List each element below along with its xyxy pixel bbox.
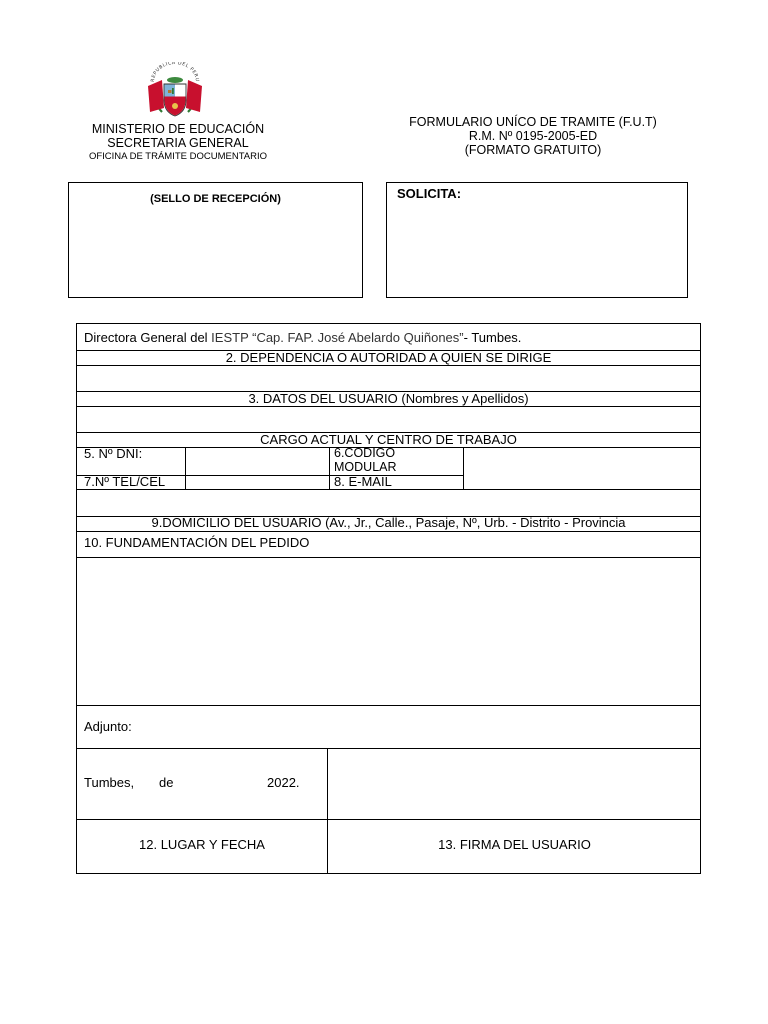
date-de-label: de: [159, 775, 174, 790]
user-name-input[interactable]: [77, 407, 700, 432]
fut-form-table: [76, 323, 701, 874]
phone-input[interactable]: [186, 476, 328, 489]
modular-code-input[interactable]: [464, 448, 701, 489]
section-3-label: 3. DATOS DEL USUARIO (Nombres y Apellidos): [248, 391, 529, 406]
section-9-label: 9.DOMICILIO DEL USUARIO (Av., Jr., Calle., Pasaje, Nº, Urb. - Distrito - Provincia: [151, 515, 626, 530]
modular-code-label-1: 6.CODIGO: [334, 446, 396, 460]
email-label: 8. E-MAIL: [334, 474, 392, 489]
address-input[interactable]: [77, 490, 700, 516]
addressee-line: [84, 331, 521, 345]
year-label: 2022.: [267, 775, 300, 790]
request-box[interactable]: [386, 182, 688, 298]
section-4-label: CARGO ACTUAL Y CENTRO DE TRABAJO: [260, 432, 517, 447]
peru-coat-of-arms-emblem: [140, 62, 210, 122]
addressee-institution: IESTP “Cap. FAP. José Abelardo Quiñones”: [211, 330, 464, 345]
phone-label: 7.Nº TEL/CEL: [84, 474, 166, 489]
dni-label: 5. Nº DNI:: [84, 446, 143, 461]
reception-stamp-box: [68, 182, 363, 298]
resolution-number: R.M. Nº 0195-2005-ED: [468, 129, 598, 143]
addressee-prefix: Directora General del: [84, 330, 212, 345]
section-10-label: 10. FUNDAMENTACIÓN DEL PEDIDO: [84, 535, 310, 550]
modular-code-label-2: MODULAR: [334, 460, 397, 474]
dni-input[interactable]: [186, 448, 328, 475]
ministry-header: [72, 122, 284, 164]
request-justification-textarea[interactable]: [77, 558, 700, 705]
office-name: OFICINA DE TRÁMITE DOCUMENTARIO: [88, 151, 268, 162]
place-label: Tumbes,: [84, 775, 135, 790]
ministry-name: MINISTERIO DE EDUCACIÓN: [91, 122, 265, 136]
request-label: SOLICITA:: [397, 186, 462, 201]
format-note: (FORMATO GRATUITO): [464, 143, 602, 157]
signature-area[interactable]: [328, 749, 701, 819]
section-13-label: 13. FIRMA DEL USUARIO: [438, 837, 591, 852]
form-title-block: [380, 115, 686, 157]
addressee-suffix: - Tumbes.: [463, 330, 522, 345]
reception-stamp-label: (SELLO DE RECEPCIÓN): [150, 193, 281, 205]
section-2-label: 2. DEPENDENCIA O AUTORIDAD A QUIEN SE DIRIGE: [225, 350, 552, 365]
attachment-label: Adjunto:: [84, 719, 132, 734]
section-12-label: 12. LUGAR Y FECHA: [139, 837, 265, 852]
secretariat-name: SECRETARIA GENERAL: [107, 136, 249, 150]
form-title: FORMULARIO UNÍCO DE TRAMITE (F.U.T): [409, 115, 657, 129]
svg-text:REPUBLICA DEL PERU: REPUBLICA DEL PERU: [150, 62, 200, 83]
dependency-input[interactable]: [77, 366, 700, 391]
